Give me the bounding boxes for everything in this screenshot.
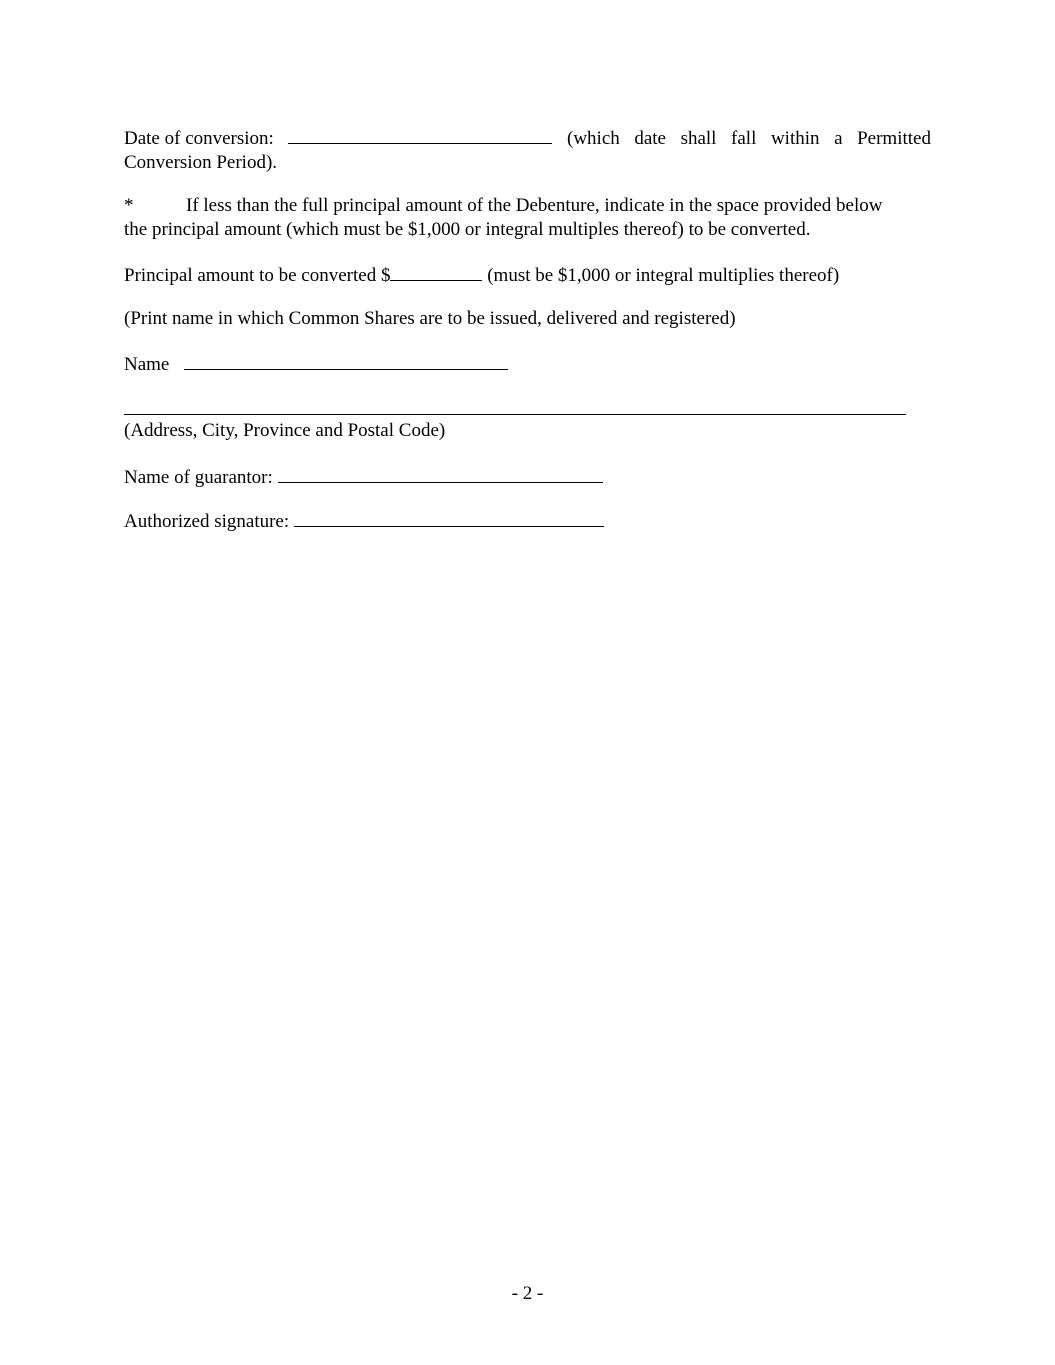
address-caption: (Address, City, Province and Postal Code) — [124, 420, 446, 441]
principal-suffix: (must be $1,000 or integral multiplies thereof) — [487, 265, 840, 286]
guarantor-row — [124, 464, 603, 490]
date-suffix-word: shall — [680, 128, 717, 149]
date-line-2: Conversion Period). — [124, 152, 278, 173]
name-row — [124, 351, 508, 377]
date-field[interactable] — [288, 125, 552, 144]
signature-label: Authorized signature: — [124, 511, 290, 532]
address-field[interactable] — [124, 414, 906, 415]
page-number: - 2 - — [511, 1283, 544, 1304]
date-suffix-word: (which — [567, 128, 620, 149]
footnote-line-1: If less than the full principal amount of the Debenture, indicate in the space provided below — [186, 195, 883, 216]
date-of-conversion-row — [124, 125, 931, 151]
guarantor-field[interactable] — [278, 464, 603, 483]
date-suffix-word: Permitted — [857, 128, 931, 149]
date-suffix-word: fall — [731, 128, 757, 149]
print-name-instruction: (Print name in which Common Shares are to be issued, delivered and registered) — [124, 308, 736, 329]
footnote-line-2: the principal amount (which must be $1,000 or integral multiples thereof) to be converted. — [124, 219, 811, 240]
footnote-paragraph — [124, 194, 931, 242]
principal-label: Principal amount to be converted $ — [124, 265, 391, 286]
principal-amount-row — [124, 262, 839, 288]
date-of-conversion-paragraph — [124, 125, 931, 175]
name-field[interactable] — [184, 351, 508, 370]
footnote-marker: * — [124, 195, 134, 216]
name-label: Name — [124, 354, 170, 375]
date-suffix-word: date — [634, 128, 666, 149]
date-suffix-word: within — [770, 128, 820, 149]
principal-amount-field[interactable] — [390, 262, 482, 281]
date-suffix-word: a — [834, 128, 843, 149]
guarantor-label: Name of guarantor: — [124, 467, 273, 488]
date-label: Date of conversion: — [124, 128, 274, 149]
signature-row — [124, 508, 604, 534]
signature-field[interactable] — [294, 508, 604, 527]
